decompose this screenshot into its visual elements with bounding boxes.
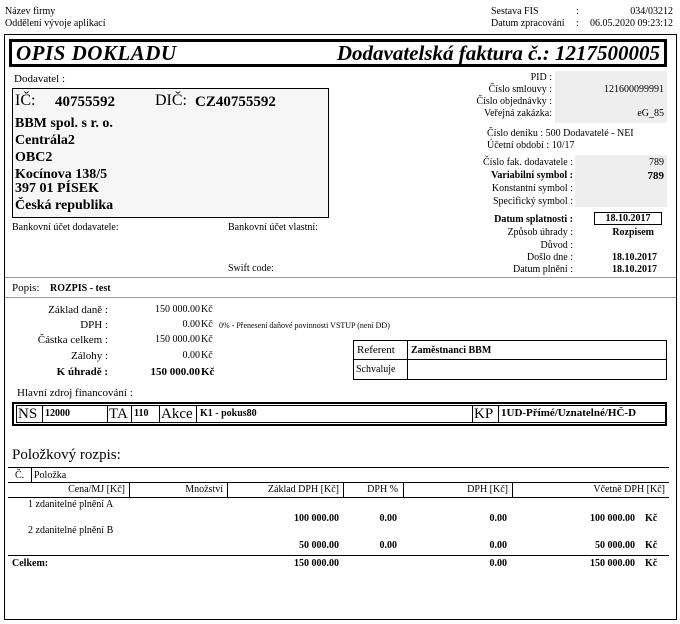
supplier-line: 397 01 PÍSEK [15, 181, 100, 196]
supplier-line: Česká republika [15, 198, 114, 213]
payment-method-value: Rozpisem [612, 227, 654, 238]
supplier-label: Dodavatel : [14, 73, 66, 85]
bank-own-label: Bankovní účet vlastní: [228, 222, 318, 233]
swift-label: Swift code: [228, 263, 274, 274]
col-vat: DPH [Kč] [467, 484, 508, 495]
akce-label: Akce [161, 406, 193, 422]
column-divider [512, 483, 513, 497]
invoice-no-value: 789 [649, 157, 664, 168]
variable-symbol-value: 789 [647, 170, 664, 182]
invoice-title: Dodavatelská faktura č.: 1217500005 [336, 41, 660, 65]
supplier-line: OBC2 [15, 150, 53, 165]
received-label: Došlo dne : [526, 252, 573, 263]
total-value: 150 000.00 [155, 334, 200, 345]
col-no: Č. [15, 470, 25, 481]
sum-currency: Kč [645, 558, 658, 569]
supplier-line: Kocínova 138/5 [15, 167, 108, 182]
financing-divider [196, 405, 197, 423]
base-value: 150 000.00 [155, 304, 200, 315]
financing-divider [131, 405, 132, 423]
divider [5, 297, 676, 298]
order-label: Číslo objednávky : [476, 96, 552, 107]
kp-label: KP [474, 406, 494, 422]
pid-label: PID : [530, 72, 552, 83]
financing-divider [472, 405, 473, 423]
variable-symbol-label: Variabilní symbol : [491, 170, 573, 181]
table-rule [8, 482, 669, 483]
col-vat-pct: DPH % [367, 484, 398, 495]
description-value: ROZPIS - test [50, 283, 111, 294]
base-label: Základ daně : [48, 304, 108, 316]
total-label: Částka celkem : [37, 334, 108, 346]
col-base: Základ DPH [Kč] [267, 484, 339, 495]
received-value: 18.10.2017 [612, 252, 657, 263]
item-vat-pct: 0.00 [379, 540, 397, 551]
vat-value: 0.00 [182, 319, 200, 330]
column-divider [403, 483, 404, 497]
sum-label: Celkem: [12, 558, 49, 569]
items-title: Položkový rozpis: [12, 447, 121, 463]
approver-label: Schvaluje [356, 364, 396, 375]
fulfil-label: Datum plnění : [513, 264, 573, 275]
approval-box [353, 340, 667, 380]
item-base: 100 000.00 [294, 513, 339, 524]
item-total: 100 000.00 [590, 513, 635, 524]
approval-divider [353, 359, 667, 360]
item-name: 2 zdanitelné plnění B [28, 525, 114, 536]
ta-label: TA [109, 406, 128, 422]
kp-value: 1UD-Přímé/Uznatelné/HČ-D [501, 407, 637, 419]
sum-base: 150 000.00 [294, 558, 339, 569]
department-name: Oddělení vývoje aplikací [5, 18, 106, 29]
company-name: Název firmy [5, 6, 56, 17]
invoice-no-label: Číslo fak. dodavatele : [483, 157, 573, 168]
sum-total: 150 000.00 [590, 558, 635, 569]
due-date-value: 18.10.2017 [594, 212, 662, 225]
col-price: Cena/MJ [Kč] [68, 484, 125, 495]
dic-label: DIČ: [155, 92, 187, 109]
vat-note: 0% - Přenesení daňové povinnosti VSTUP (není DD) [219, 321, 390, 330]
supplier-line: BBM spol. s r. o. [15, 116, 113, 131]
specific-symbol-label: Specifický symbol : [493, 196, 573, 207]
ic-label: IČ: [15, 92, 36, 109]
payment-method-label: Způsob úhrady : [507, 227, 573, 238]
item-total: 50 000.00 [595, 540, 635, 551]
financing-divider [159, 405, 160, 423]
advance-value: 0.00 [182, 350, 200, 361]
to-pay-label: K úhradě : [56, 366, 108, 378]
processed-date: 06.05.2020 09:23:12 [589, 18, 673, 29]
ns-label: NS [18, 406, 38, 422]
col-qty: Množství [185, 484, 223, 495]
journal-info: Číslo deníku : 500 Dodavatelé - NEI [487, 128, 634, 139]
ic-value: 40755592 [55, 94, 115, 110]
ta-value: 110 [134, 408, 149, 419]
due-date-label: Datum splatnosti : [494, 214, 573, 225]
supplier-line: Centrála2 [15, 133, 75, 148]
ns-value: 12000 [45, 408, 70, 419]
item-vat: 0.00 [489, 540, 507, 551]
description-label: Popis: [12, 282, 40, 294]
financing-divider [107, 405, 108, 423]
column-divider [227, 483, 228, 497]
period-info: Účetní období : 10/17 [487, 140, 575, 151]
sum-vat: 0.00 [489, 558, 507, 569]
report-colon: : [576, 6, 579, 17]
referent-value: Zaměstnanci BBM [411, 345, 492, 356]
item-vat-pct: 0.00 [379, 513, 397, 524]
column-divider [31, 468, 32, 482]
col-total: Včetně DPH [Kč] [593, 484, 665, 495]
item-base: 50 000.00 [299, 540, 339, 551]
currency: Kč [201, 334, 213, 345]
contract-value: 121600099991 [604, 84, 664, 95]
contract-label: Číslo smlouvy : [488, 84, 552, 95]
report-code: 034/03212 [630, 6, 673, 17]
financing-label: Hlavní zdroj financování : [17, 387, 133, 399]
document-title: OPIS DOKLADU [16, 41, 177, 65]
vat-label: DPH : [80, 319, 108, 331]
report-label: Sestava FIS [491, 6, 539, 17]
currency: Kč [201, 304, 213, 315]
approval-divider [407, 340, 408, 380]
divider [5, 277, 676, 278]
item-currency: Kč [645, 540, 658, 551]
item-currency: Kč [645, 513, 658, 524]
referent-label: Referent [357, 344, 395, 356]
bank-supplier-label: Bankovní účet dodavatele: [12, 222, 119, 233]
processed-colon: : [576, 18, 579, 29]
col-item: Položka [34, 470, 67, 481]
financing-divider [42, 405, 43, 423]
column-divider [343, 483, 344, 497]
processed-label: Datum zpracování [491, 18, 565, 29]
item-vat: 0.00 [489, 513, 507, 524]
table-rule [8, 467, 669, 468]
to-pay-value: 150 000.00 [150, 366, 200, 378]
currency: Kč [201, 350, 213, 361]
currency: Kč [201, 366, 215, 378]
reason-label: Důvod : [540, 240, 573, 251]
table-rule [8, 497, 669, 498]
currency: Kč [201, 319, 213, 330]
public-contract-label: Veřejná zakázka: [483, 108, 552, 119]
column-divider [129, 483, 130, 497]
fulfil-value: 18.10.2017 [612, 264, 657, 275]
dic-value: CZ40755592 [195, 94, 276, 110]
item-name: 1 zdanitelné plnění A [28, 499, 114, 510]
public-contract-value: eG_85 [637, 108, 664, 119]
akce-value: K1 - pokus80 [200, 408, 257, 419]
financing-divider [498, 405, 499, 423]
table-rule [8, 555, 669, 556]
advance-label: Zálohy : [71, 350, 108, 362]
constant-symbol-label: Konstantní symbol : [491, 183, 573, 194]
